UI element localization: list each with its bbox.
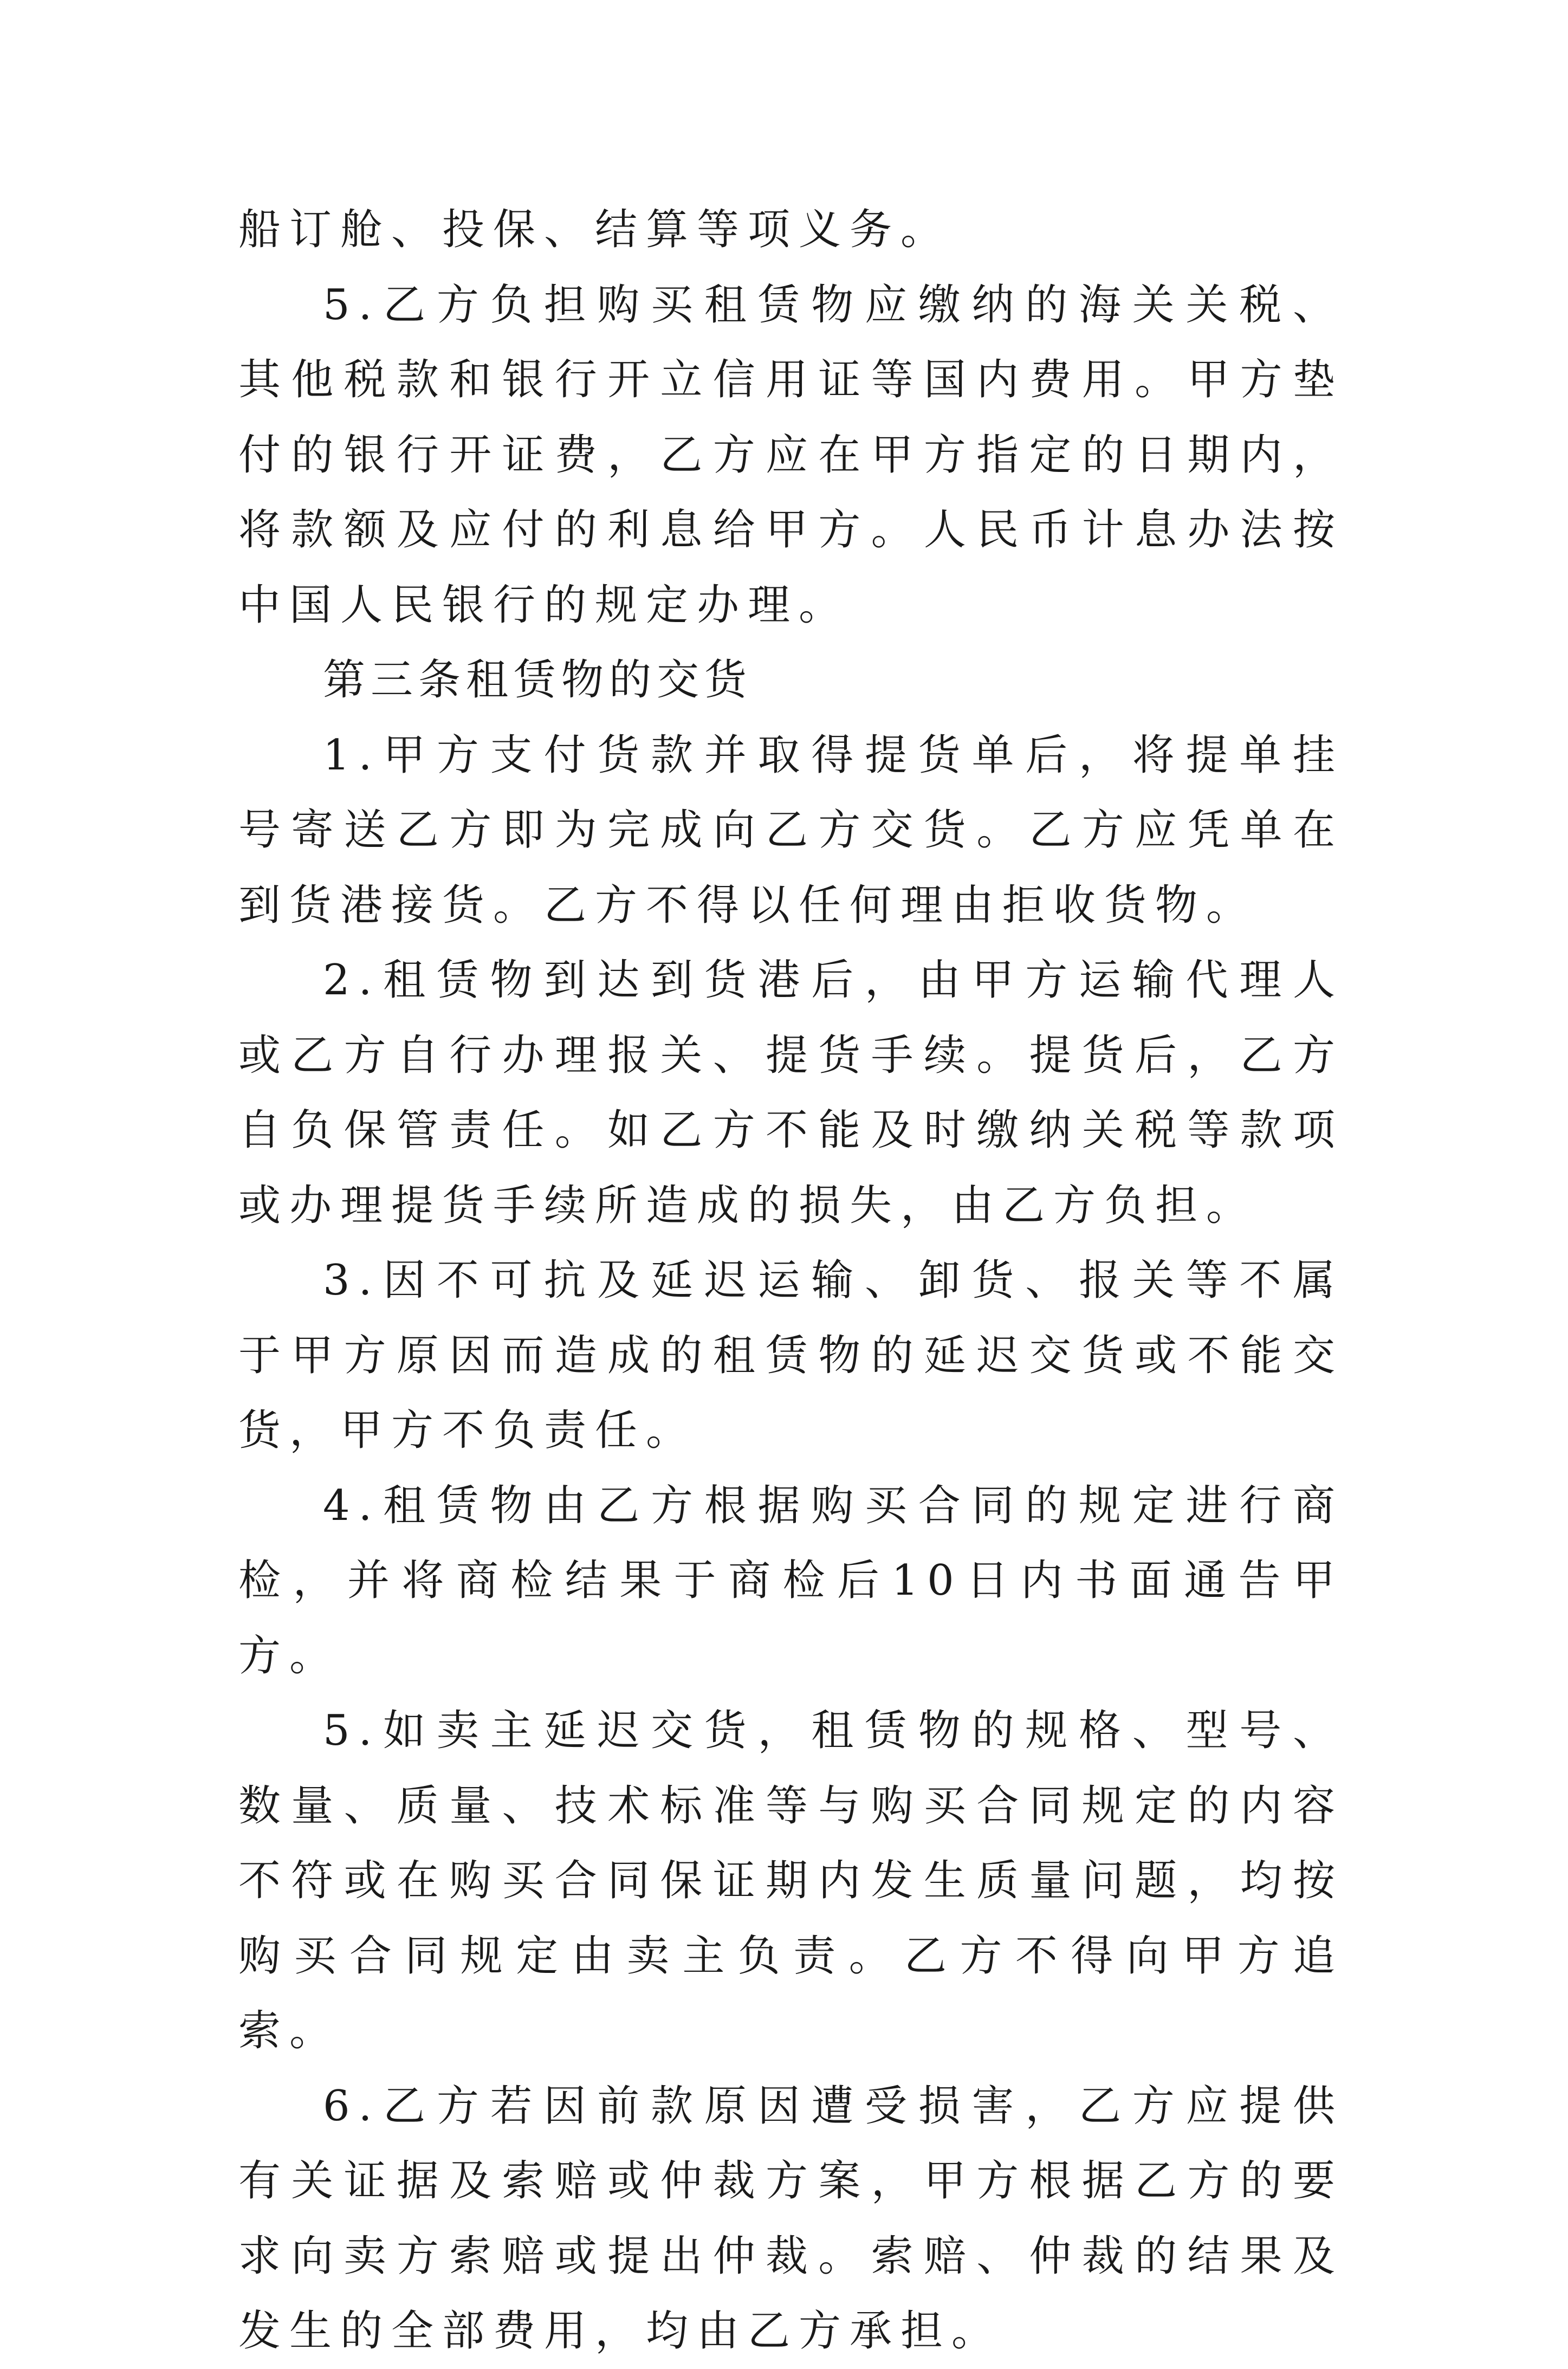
paragraph-clause-2-5: 5.乙方负担购买租赁物应缴纳的海关关税、其他税款和银行开立信用证等国内费用。甲方垫付的银行开证费，乙方应在甲方指定的日期内，将款额及应付的利息给甲方。人民币计息办法按中国人民银行的规定办理。 [238, 280, 1344, 630]
document-body [238, 192, 1344, 2369]
paragraph-clause-3-1: 1.甲方支付货款并取得提货单后，将提单挂号寄送乙方即为完成向乙方交货。乙方应凭单在到货港接货。乙方不得以任何理由拒收货物。 [238, 730, 1344, 930]
paragraph-continuation: 船订舱、投保、结算等项义务。 [238, 205, 952, 254]
paragraph-clause-3-2: 2.租赁物到达到货港后，由甲方运输代理人或乙方自行办理报关、提货手续。提货后，乙方自负保管责任。如乙方不能及时缴纳关税等款项或办理提货手续所造成的损失，由乙方负担。 [238, 956, 1344, 1230]
paragraph-clause-3-6: 6.乙方若因前款原因遭受损害，乙方应提供有关证据及索赔或仲裁方案，甲方根据乙方的要求向卖方索赔或提出仲裁。索赔、仲裁的结果及发生的全部费用，均由乙方承担。 [238, 2081, 1344, 2355]
section-heading-article-3: 第三条租赁物的交货 [323, 656, 753, 704]
paragraph-clause-3-5: 5.如卖主延迟交货，租赁物的规格、型号、数量、质量、技术标准等与购买合同规定的内容不符或在购买合同保证期内发生质量问题，均按购买合同规定由卖主负责。乙方不得向甲方追索。 [238, 1706, 1344, 2055]
paragraph-clause-3-3: 3.因不可抗及延迟运输、卸货、报关等不属于甲方原因而造成的租赁物的延迟交货或不能交货，甲方不负责任。 [238, 1256, 1344, 1455]
paragraph-clause-3-4: 4.租赁物由乙方根据购买合同的规定进行商检，并将商检结果于商检后10日内书面通告甲方。 [238, 1481, 1344, 1680]
